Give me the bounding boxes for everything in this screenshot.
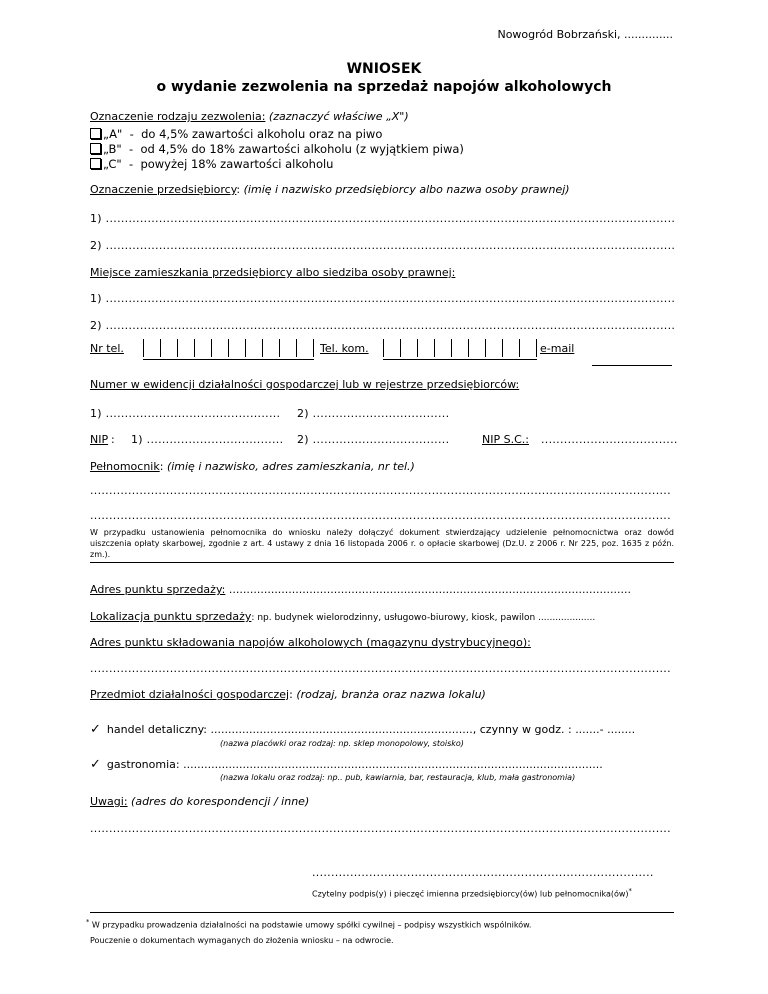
- registry-field-1[interactable]: 1) ..............................................: [90, 407, 281, 420]
- footnote-ref: *: [628, 887, 632, 895]
- permit-type-heading: [90, 110, 409, 123]
- form-title: WNIOSEK: [346, 61, 422, 77]
- phone-boxes[interactable]: [143, 339, 314, 360]
- proxy-label: Pełnomocnik: [90, 460, 160, 473]
- permit-options: [90, 127, 464, 172]
- activity-heading: Przedmiot działalności gospodarczej: (rodzaj, branża oraz nazwa lokalu): [90, 688, 486, 701]
- residence-line-2[interactable]: 2) ......................................................................................................................................................: [90, 319, 675, 332]
- proxy-hint: (imię i nazwisko, adres zamieszkania, nr tel.): [166, 460, 415, 473]
- location-label: Lokalizacja punktu sprzedaży: [90, 610, 252, 623]
- sales-address-row: [90, 583, 631, 596]
- retail-field[interactable]: handel detaliczny: ..........................................................................., czynny w godz. : .......- ........: [106, 723, 636, 736]
- checkmark-icon: ✓: [90, 722, 101, 737]
- nip-sc-label: NIP S.C.:: [482, 433, 529, 446]
- residence-line-1[interactable]: 1) ......................................................................................................................................................: [90, 292, 675, 305]
- checkbox-icon[interactable]: [90, 128, 101, 139]
- place-date[interactable]: Nowogród Bobrzański, ..............: [497, 28, 673, 41]
- footnote: * W przypadku prowadzenia działalności na podstawie umowy spółki cywilnej – podpisy wszystkich wspólników.: [86, 918, 532, 930]
- signature-field[interactable]: ..........................................................................................: [312, 866, 654, 879]
- phone-label: Nr tel.: [90, 342, 124, 355]
- activity-label: Przedmiot działalności gospodarczej: [90, 688, 290, 701]
- mobile-phone-label: Tel. kom.: [320, 342, 369, 355]
- permit-option-c[interactable]: „C" - powyżej 18% zawartości alkoholu: [90, 157, 464, 172]
- nip-field-2[interactable]: 2) ....................................: [297, 433, 450, 446]
- entrepreneur-hint: (imię i nazwisko przedsiębiorcy albo nazwa osoby prawnej): [243, 183, 570, 196]
- entrepreneur-line-2[interactable]: 2) ......................................................................................................................................................: [90, 239, 675, 252]
- entrepreneur-line-1[interactable]: 1) ......................................................................................................................................................: [90, 212, 675, 225]
- storage-field[interactable]: .........................................................................................................................................................: [90, 662, 671, 675]
- checkbox-icon[interactable]: [90, 158, 101, 169]
- mobile-phone-boxes[interactable]: [383, 339, 537, 360]
- permit-type-label: Oznaczenie rodzaju zezwolenia:: [90, 110, 266, 123]
- checkmark-icon: ✓: [90, 757, 101, 772]
- permit-type-hint: (zaznaczyć właściwe „X"): [268, 110, 409, 123]
- registry-field-2[interactable]: 2) ....................................: [297, 407, 450, 420]
- signature-caption: Czytelny podpis(y) i pieczęć imienna przedsiębiorcy(ów) lub pełnomocnika(ów)*: [312, 887, 632, 899]
- entrepreneur-heading: Oznaczenie przedsiębiorcy: (imię i nazwisko przedsiębiorcy albo nazwa osoby prawnej): [90, 183, 570, 196]
- instruction-note: Pouczenie o dokumentach wymaganych do złożenia wniosku – na odwrocie.: [90, 936, 394, 945]
- sales-address-field[interactable]: ...................................................................................................................: [228, 583, 631, 596]
- nip-sc-field[interactable]: ....................................: [541, 433, 678, 446]
- location-hint[interactable]: : np. budynek wielorodzinny, usługowo-biurowy, kiosk, pawilon ....................: [251, 613, 596, 623]
- residence-label: Miejsce zamieszkania przedsiębiorcy albo siedziba osoby prawnej:: [90, 266, 456, 279]
- gastro-row[interactable]: [90, 757, 603, 772]
- permit-option-a[interactable]: „A" - do 4,5% zawartości alkoholu oraz na piwo: [90, 127, 464, 142]
- email-field[interactable]: [592, 365, 672, 366]
- notes-field[interactable]: .........................................................................................................................................................: [90, 822, 671, 835]
- storage-label: Adres punktu składowania napojów alkoholowych (magazynu dystrybucyjnego):: [90, 636, 531, 649]
- notes-heading: [90, 795, 309, 808]
- activity-hint: (rodzaj, branża oraz nazwa lokalu): [296, 688, 486, 701]
- gastro-field[interactable]: gastronomia: ........................................................................................................................: [106, 758, 603, 771]
- email-label: e-mail: [540, 342, 575, 355]
- checkbox-icon[interactable]: [90, 143, 101, 154]
- gastro-hint: (nazwa lokalu oraz rodzaj: np.. pub, kawiarnia, bar, restauracja, klub, mała gastronomia): [220, 773, 576, 782]
- proxy-line-2[interactable]: .........................................................................................................................................................: [90, 509, 671, 522]
- entrepreneur-label: Oznaczenie przedsiębiorcy: [90, 183, 237, 196]
- form-subtitle: o wydanie zezwolenia na sprzedaż napojów alkoholowych: [156, 79, 612, 95]
- proxy-heading: Pełnomocnik: (imię i nazwisko, adres zamieszkania, nr tel.): [90, 460, 415, 473]
- location-row: [90, 610, 595, 623]
- nip-field-1[interactable]: 1) ....................................: [131, 433, 284, 446]
- permit-option-b[interactable]: „B" - od 4,5% do 18% zawartości alkoholu (z wyjątkiem piwa): [90, 142, 464, 157]
- proxy-note: W przypadku ustanowienia pełnomocnika do wniosku należy dołączyć dokument stwierdzający udzielenie pełnomocnictwa oraz dowód uiszczenia opłaty skarbowej, zgodnie z art. 4 ustawy z dnia 16 listopada 2006 r. o opłacie skarbowej (Dz.U. z 2006 r. Nr 225, poz. 1635 z późn. zm.).: [90, 528, 674, 559]
- notes-hint: (adres do korespondencji / inne): [131, 795, 310, 808]
- divider: [90, 562, 674, 563]
- notes-label: Uwagi:: [90, 795, 128, 808]
- retail-hint: (nazwa placówki oraz rodzaj: np. sklep monopolowy, stoisko): [220, 739, 464, 748]
- nip-label: NIP: [90, 433, 109, 446]
- proxy-line-1[interactable]: .........................................................................................................................................................: [90, 484, 671, 497]
- retail-row[interactable]: [90, 722, 635, 737]
- footnote-divider: [90, 912, 674, 913]
- registry-label: Numer w ewidencji działalności gospodarczej lub w rejestrze przedsiębiorców:: [90, 378, 520, 391]
- sales-address-label: Adres punktu sprzedaży:: [90, 583, 226, 596]
